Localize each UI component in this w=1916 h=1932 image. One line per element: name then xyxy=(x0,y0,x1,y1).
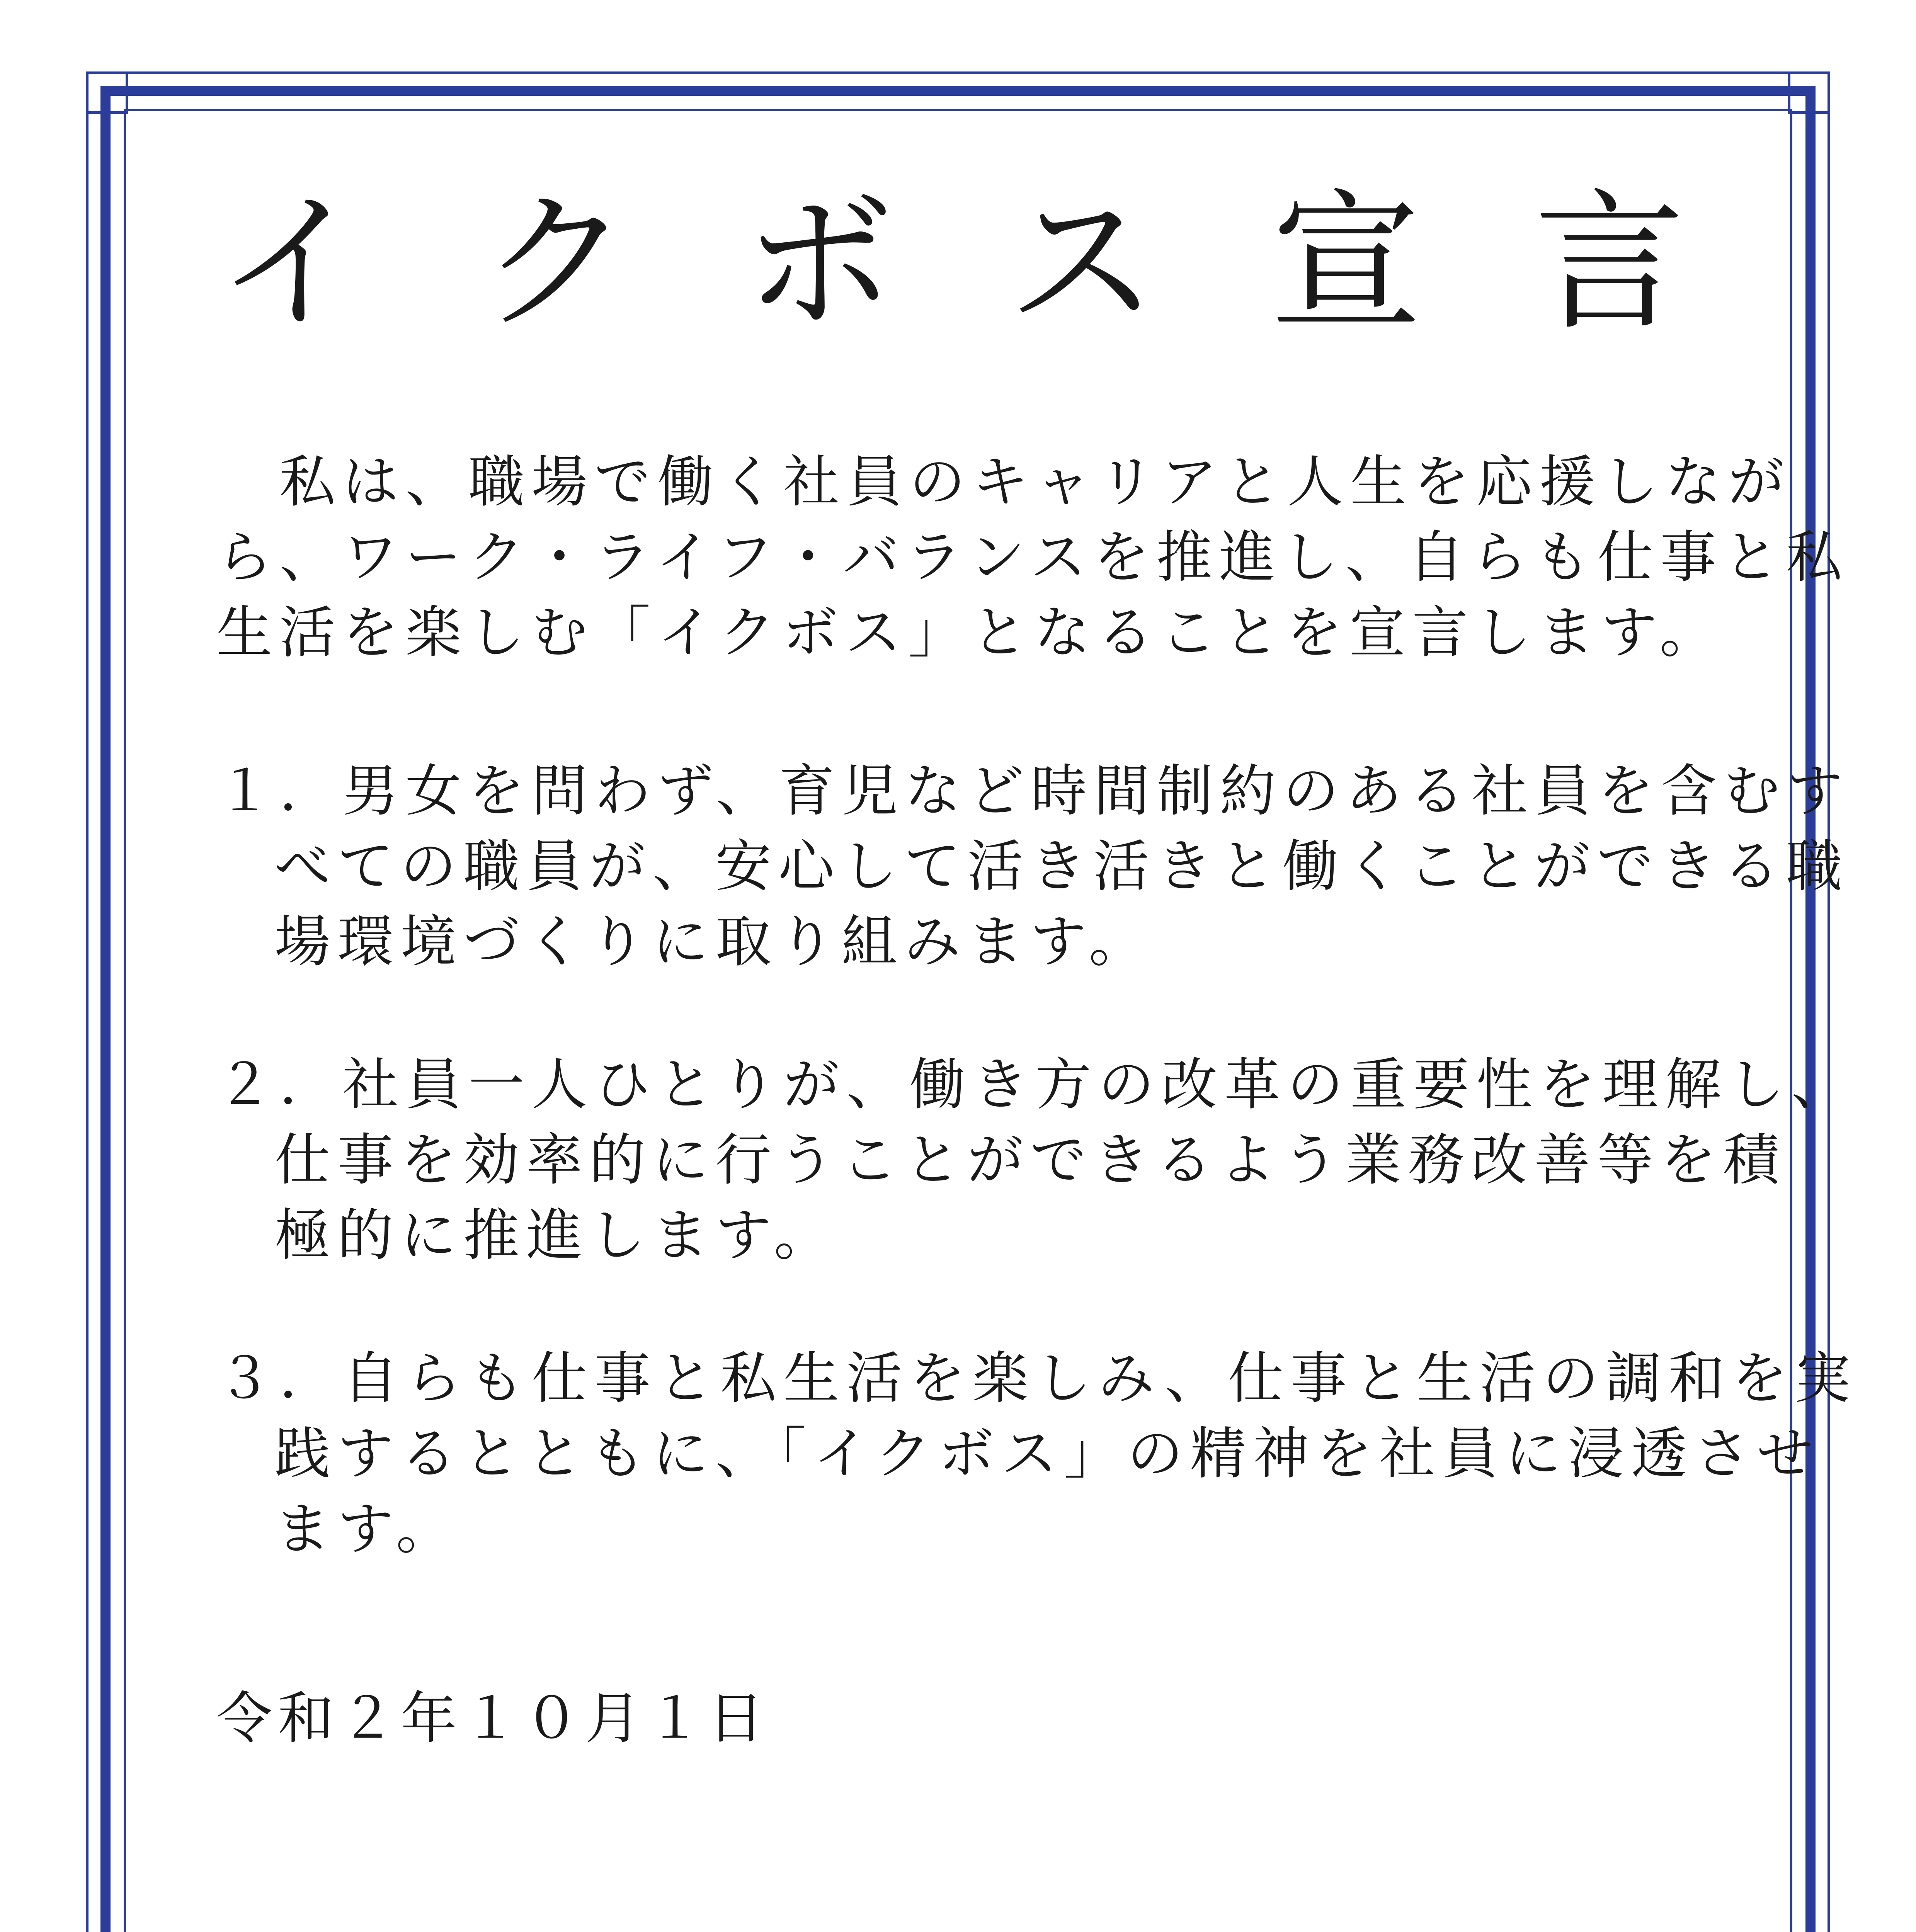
text-line: べての職員が、安心して活き活きと働くことができる職 xyxy=(274,834,1849,899)
declaration-date: 令和２年１０月１日 xyxy=(216,1686,769,1751)
text-line: ２．社員一人ひとりが、働き方の改革の重要性を理解し、 xyxy=(216,1052,1854,1117)
document-title xyxy=(216,175,1685,350)
corner-ornament-top-right xyxy=(1788,71,1830,114)
text-line: 極的に推進します。 xyxy=(274,1203,837,1268)
text-line: ３．自らも仕事と私生活を楽しみ、仕事と生活の調和を実 xyxy=(216,1346,1858,1411)
declaration-intro xyxy=(216,444,1849,670)
title-char: 言 xyxy=(1534,175,1685,350)
title-char: ク xyxy=(480,175,631,350)
text-line: ら、ワーク・ライフ・バランスを推進し、自らも仕事と私 xyxy=(216,525,1849,590)
text-line: 生活を楽しむ「イクボス」となることを宣言します。 xyxy=(216,600,1723,665)
declaration-item-3 xyxy=(216,1341,1858,1567)
title-char: ス xyxy=(1007,175,1158,350)
title-char: ボ xyxy=(744,175,894,350)
text-line: １．男女を問わず、育児など時間制約のある社員を含むす xyxy=(216,759,1850,824)
declaration-item-2 xyxy=(216,1047,1854,1273)
text-line: 践するとともに、「イクボス」の精神を社員に浸透させ xyxy=(274,1421,1820,1486)
declaration-item-1 xyxy=(216,753,1850,980)
page-border-inner xyxy=(124,109,1858,1932)
text-line: 仕事を効率的に行うことができるよう業務改善等を積 xyxy=(274,1128,1786,1193)
text-line: 場環境づくりに取り組みます。 xyxy=(274,909,1152,975)
title-char: 宣 xyxy=(1271,175,1421,350)
text-line: 私は、職場で働く社員のキャリアと人生を応援しなが xyxy=(216,449,1791,515)
company-field xyxy=(719,1917,1708,1932)
text-line: ます。 xyxy=(274,1497,459,1562)
title-char: イ xyxy=(216,175,367,350)
corner-ornament-top-left xyxy=(86,71,128,114)
